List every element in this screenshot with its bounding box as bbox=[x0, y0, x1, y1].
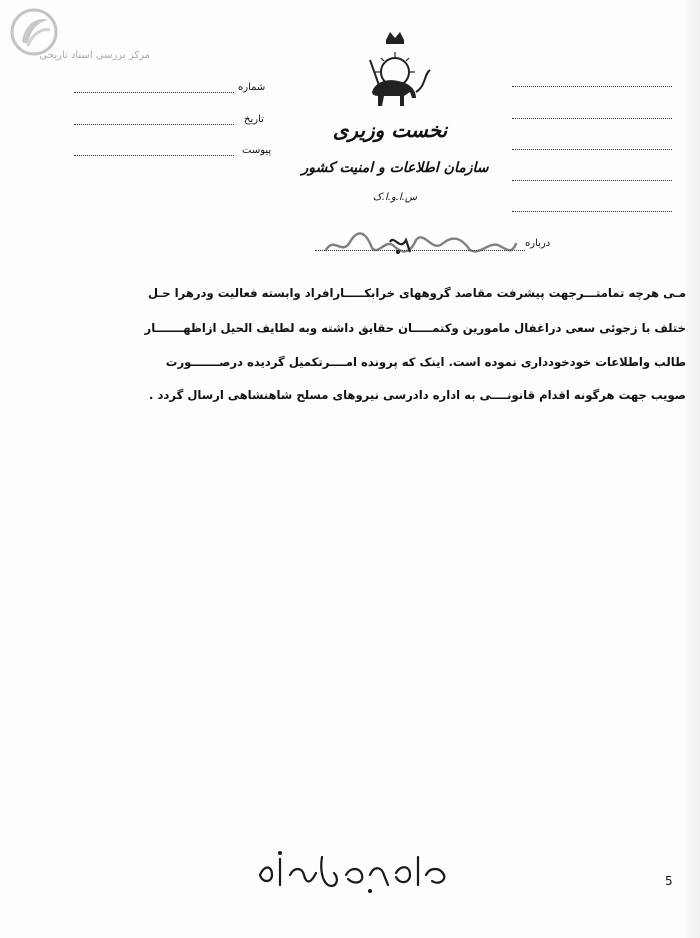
number-label: شماره bbox=[238, 82, 266, 93]
regarding-label: درباره bbox=[525, 238, 551, 249]
letterhead-title: نخست وزیری bbox=[332, 118, 448, 142]
page-edge-shadow bbox=[686, 0, 700, 938]
body-line-4: صویب جهت هرگونه اقدام قانونــــی به اداره دادرسی نیروهای مسلح شاهنشاهی ارسال گردد . bbox=[149, 388, 686, 402]
archive-caption: مرکز بررسی اسناد تاریخی bbox=[39, 50, 150, 61]
right-field-line-2 bbox=[512, 118, 672, 119]
handwritten-subject-scribble bbox=[320, 226, 520, 262]
body-line-2: ختلف با زجوئی سعی دراغفال مامورین وکتمـــــان حقایق داشته وبه لطایف الحیل ازاظهـــــــار bbox=[144, 321, 686, 335]
attachment-field-line bbox=[74, 155, 234, 156]
right-field-line-4 bbox=[512, 180, 672, 181]
letterhead-organization: سازمان اطلاعات و امنیت کشور bbox=[301, 160, 489, 176]
handwritten-signature bbox=[250, 845, 460, 905]
date-label: تاریخ bbox=[244, 114, 264, 125]
number-field-line bbox=[74, 92, 234, 93]
date-field-line bbox=[74, 124, 234, 125]
lion-and-sun-emblem-icon bbox=[350, 30, 440, 120]
attachment-label: پیوست bbox=[242, 145, 272, 156]
right-field-line-3 bbox=[512, 149, 672, 150]
right-field-line-1 bbox=[512, 86, 672, 87]
body-line-1: مـی هرچه تمامتـــرجهت پیشرفت مقاصد گروههای خرابکـــــارافراد وابسته فعالیت ودرهرا حـل bbox=[147, 286, 686, 300]
letterhead-abbreviation: س.ا.و.ا.ک bbox=[372, 192, 418, 203]
body-line-3: طالب واطلاعات خودخودداری نموده است. اینک که پرونده امــــرتکمیل گردیده درصـــــــورت bbox=[165, 355, 686, 369]
right-field-line-5 bbox=[512, 211, 672, 212]
page-number: 5 bbox=[665, 874, 673, 888]
